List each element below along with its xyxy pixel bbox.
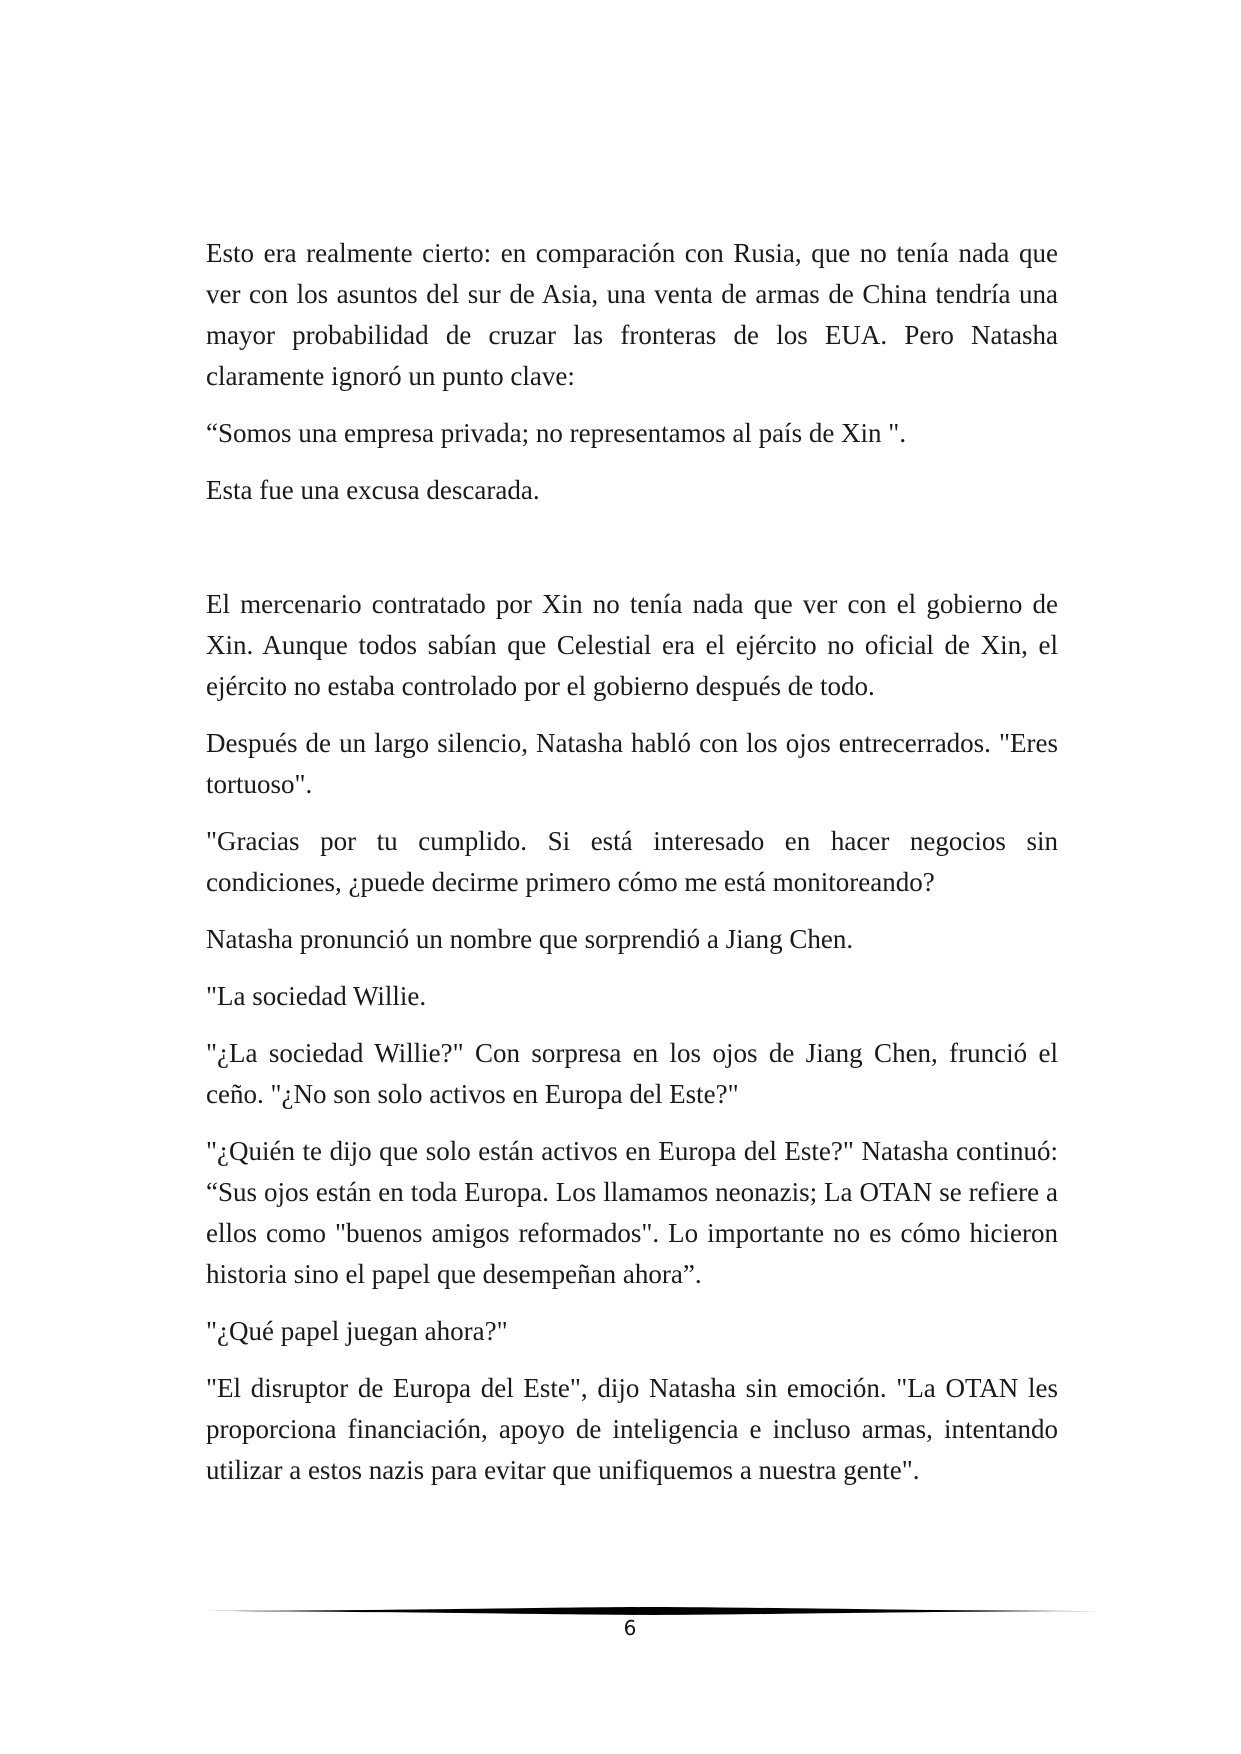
paragraph-12: "El disruptor de Europa del Este", dijo Natasha sin emoción. "La OTAN les proporciona financiación, apoyo de inteligencia e incluso armas, intentando utilizar a estos nazis para evitar que unifiquemos a nuestra gente". [206, 1373, 1058, 1485]
paragraph-5: Después de un largo silencio, Natasha habló con los ojos entrecerrados. "Eres tortuoso". [206, 728, 1058, 799]
body-text [206, 233, 1058, 1507]
paragraph-3: Esta fue una excusa descarada. [206, 475, 540, 505]
paragraph-1: Esto era realmente cierto: en comparación con Rusia, que no tenía nada que ver con los asuntos del sur de Asia, una venta de armas de China tendría una mayor probabilidad de cruzar las fronteras de los EUA. Pero Natasha claramente ignoró un punto clave: [206, 238, 1058, 391]
page-number: 6 [623, 1616, 637, 1640]
paragraph-4: El mercenario contratado por Xin no tenía nada que ver con el gobierno de Xin. Aunque todos sabían que Celestial era el ejército no oficial de Xin, el ejército no estaba controlado por el gobierno después de todo. [206, 589, 1058, 701]
paragraph-8: "La sociedad Willie. [206, 981, 427, 1011]
footer-divider [206, 1606, 1100, 1616]
paragraph-10: "¿Quién te dijo que solo están activos en Europa del Este?" Natasha continuó: “Sus ojos están en toda Europa. Los llamamos neonazis; La OTAN se refiere a ellos como "buenos amigos reformados". Lo importante no es cómo hicieron historia sino el papel que desempeñan ahora”. [206, 1136, 1058, 1289]
paragraph-11: "¿Qué papel juegan ahora?" [206, 1316, 508, 1346]
paragraph-2: “Somos una empresa privada; no representamos al país de Xin ". [206, 418, 907, 448]
paragraph-7: Natasha pronunció un nombre que sorprendió a Jiang Chen. [206, 924, 854, 954]
paragraph-9: "¿La sociedad Willie?" Con sorpresa en los ojos de Jiang Chen, frunció el ceño. "¿No son solo activos en Europa del Este?" [206, 1038, 1058, 1109]
paragraph-6: "Gracias por tu cumplido. Si está interesado en hacer negocios sin condiciones, ¿puede decirme primero cómo me está monitoreando? [206, 826, 1058, 897]
